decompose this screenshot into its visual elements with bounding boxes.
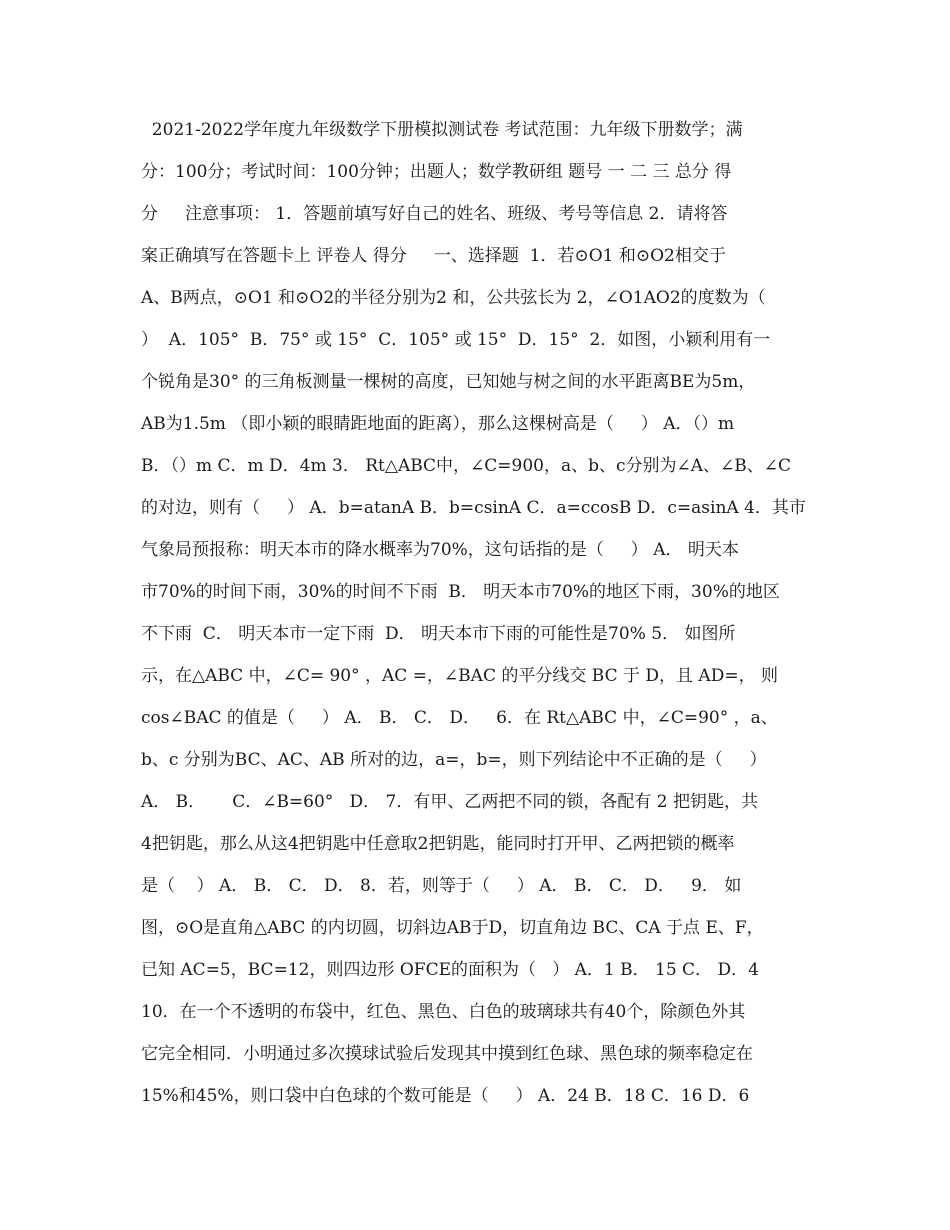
text-line: 是（ ） A． B． C． D． 8．若，则等于（ ） A． B． C． D． 9． 如 (141, 876, 742, 896)
text-line: AB为1.5m （即小颖的眼睛距地面的距离），那么这棵树高是（ ） A．（）m (141, 414, 735, 434)
text-line: 10．在一个不透明的布袋中，红色、黑色、白色的玻璃球共有40个，除颜色外其 (141, 1002, 746, 1022)
text-line: 不下雨 C． 明天本市一定下雨 D． 明天本市下雨的可能性是70% 5． 如图所 (141, 624, 736, 644)
text-line: ） A．105° B．75° 或 15° C．105° 或 15° D．15° 2．如图，小颖利用有一 (141, 330, 771, 350)
text-line: 案正确填写在答题卡上 评卷人 得分 一、选择题 1．若⊙O1 和⊙O2相交于 (141, 246, 726, 266)
text-line: A、B两点，⊙O1 和⊙O2的半径分别为2 和，公共弦长为 2，∠O1AO2的度数为（ (141, 288, 766, 308)
text-line: A． B． C．∠B=60° D． 7．有甲、乙两把不同的锁，各配有 2 把钥匙，共 (141, 792, 758, 812)
text-line: 示，在△ABC 中，∠C= 90° ，AC =，∠BAC 的平分线交 BC 于 D，且 AD=， 则 (141, 666, 778, 686)
text-line: b、c 分别为BC、AC、AB 所对的边，a=，b=，则下列结论中不正确的是（ ） (141, 750, 767, 770)
text-line: 分 注意事项： 1．答题前填写好自己的姓名、班级、考号等信息 2．请将答 (141, 204, 728, 224)
text-line: 已知 AC=5，BC=12，则四边形 OFCE的面积为（ ） A．1 B． 15 C． D．4 (141, 960, 759, 980)
text-line: 个锐角是30° 的三角板测量一棵树的高度，已知她与树之间的水平距离BE为5m， (141, 372, 756, 392)
text-line: B．（）m C．m D．4m 3． Rt△ABC中，∠C=900，a、b、c分别为∠A、∠B、∠C (141, 456, 792, 476)
text-line: 市70%的时间下雨，30%的时间不下雨 B． 明天本市70%的地区下雨，30%的地区 (141, 582, 780, 602)
text-line: 分：100分；考试时间：100分钟；出题人；数学教研组 题号 一 二 三 总分 得 (141, 162, 732, 182)
text-line: 15%和45%，则口袋中白色球的个数可能是（ ） A．24 B．18 C．16 D．6 (141, 1086, 750, 1106)
text-line: 它完全相同．小明通过多次摸球试验后发现其中摸到红色球、黑色球的频率稳定在 (141, 1044, 753, 1064)
text-line: 气象局预报称：明天本市的降水概率为70%，这句话指的是（ ） A． 明天本 (141, 540, 739, 560)
text-line: 2021-2022学年度九年级数学下册模拟测试卷 考试范围：九年级下册数学；满 (141, 120, 743, 140)
text-line: 图，⊙O是直角△ABC 的内切圆，切斜边AB于D，切直角边 BC、CA 于点 E、F， (141, 918, 764, 938)
text-line: 4把钥匙，那么从这4把钥匙中任意取2把钥匙，能同时打开甲、乙两把锁的概率 (141, 834, 735, 854)
text-line: 的对边，则有（ ） A．b=atanA B．b=csinA C．a=ccosB D．c=asinA 4．其市 (141, 498, 806, 518)
text-line: cos∠BAC 的值是（ ） A． B． C． D． 6．在 Rt△ABC 中，∠C=90° ，a、 (141, 708, 778, 728)
